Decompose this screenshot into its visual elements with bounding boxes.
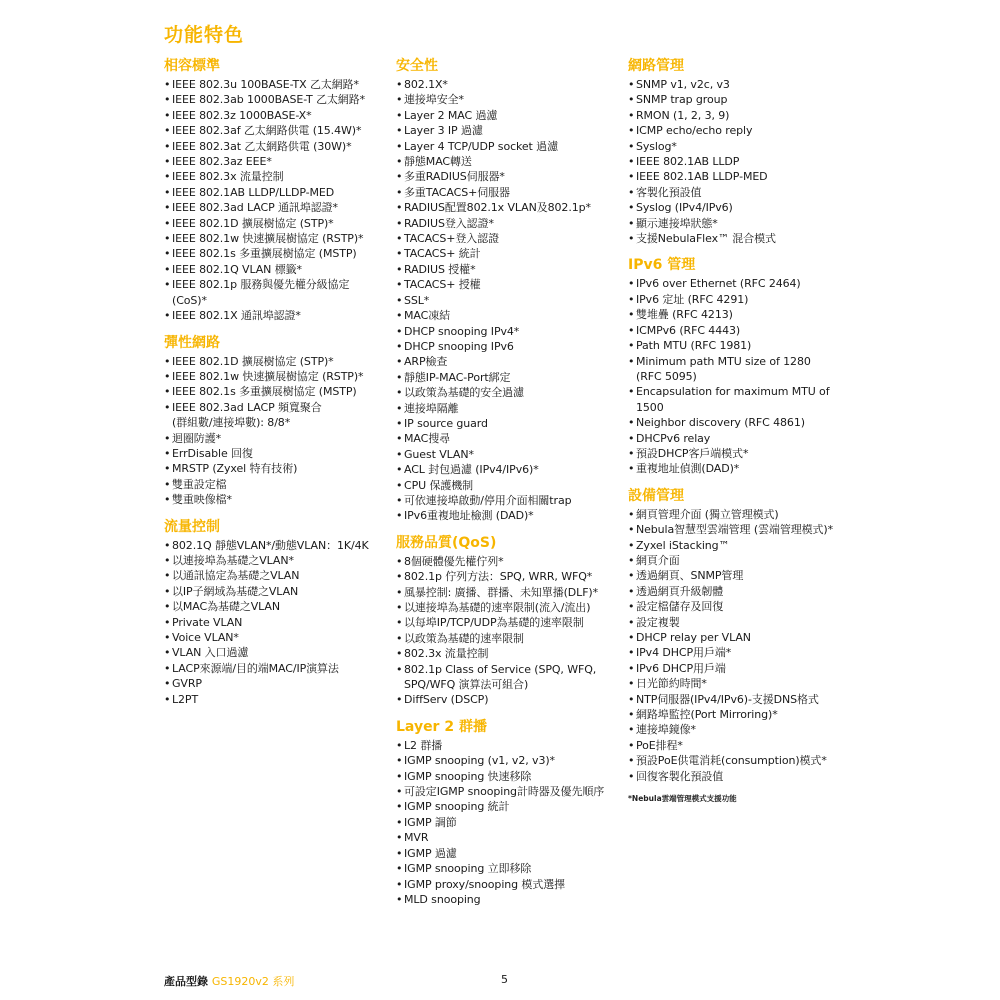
feature-item: • 8個硬體優先權佇列* [396,554,622,569]
column-2 [396,56,622,916]
feature-item: • IEEE 802.1s 多重擴展樹協定 (MSTP) [164,246,386,261]
feature-item: • 連接埠鏡像* [628,722,860,737]
feature-item: • IEEE 802.3u 100BASE-TX 乙太網路* [164,77,386,92]
feature-item: • MVR [396,830,622,845]
feature-item: • IEEE 802.1D 擴展樹協定 (STP)* [164,216,386,231]
feature-item: • RADIUS 授權* [396,262,622,277]
feature-item: • 802.1X* [396,77,622,92]
feature-item: • SNMP trap group [628,92,860,107]
feature-item: • LACP來源端/目的端MAC/IP演算法 [164,661,386,676]
feature-item: • Syslog* [628,139,860,154]
feature-item: • 透過網頁、SNMP管理 [628,568,860,583]
feature-item: • IEEE 802.1AB LLDP-MED [628,169,860,184]
feature-list [396,77,622,524]
feature-item: • 設定檔儲存及回復 [628,599,860,614]
section-heading: 流量控制 [164,518,220,535]
feature-item: • IEEE 802.3ad LACP 通訊埠認證* [164,200,386,215]
feature-item: • IEEE 802.1s 多重擴展樹協定 (MSTP) [164,384,386,399]
feature-section [396,533,622,708]
feature-item: • L2PT [164,692,386,707]
page-title: 功能特色 [164,24,245,46]
footer-series: GS1920v2 系列 [211,975,295,988]
feature-item: • 設定複製 [628,615,860,630]
feature-list [628,507,860,784]
feature-item: • 連接埠安全* [396,92,622,107]
feature-item: • 多重RADIUS伺服器* [396,169,622,184]
feature-item: • 連接埠隔離 [396,401,622,416]
section-heading: 相容標準 [164,58,220,74]
feature-item: • Nebula智慧型雲端管理 (雲端管理模式)* [628,522,860,537]
feature-item: • Syslog (IPv4/IPv6) [628,200,860,215]
feature-item: • DHCP snooping IPv4* [396,324,622,339]
feature-section [628,486,860,784]
feature-section [164,333,386,508]
feature-item: • IPv6 DHCP用戶端 [628,661,860,676]
feature-item: • ACL 封包過濾 (IPv4/IPv6)* [396,462,622,477]
feature-item: • MAC凍結 [396,308,622,323]
feature-item: • Guest VLAN* [396,447,622,462]
feature-item: • ICMP echo/echo reply [628,123,860,138]
feature-item: • 支援NebulaFlex™ 混合模式 [628,231,860,246]
feature-item: • 顯示連接埠狀態* [628,216,860,231]
feature-item: • Path MTU (RFC 1981) [628,338,860,353]
feature-item: • 靜態IP-MAC-Port綁定 [396,370,622,385]
feature-item: • 靜態MAC轉送 [396,154,622,169]
feature-item: • TACACS+登入認證 [396,231,622,246]
feature-item: • IEEE 802.3x 流量控制 [164,169,386,184]
feature-item: • 802.3x 流量控制 [396,646,622,661]
feature-item: • IEEE 802.1p 服務與優先權分級協定 (CoS)* [164,277,386,308]
feature-item: • IEEE 802.3z 1000BASE-X* [164,108,386,123]
feature-item: • DHCP snooping IPv6 [396,339,622,354]
feature-list [164,538,386,707]
feature-item: • 客製化預設值 [628,185,860,200]
feature-item: • 以連接埠為基礎的速率限制(流入/流出) [396,600,622,615]
page-number: 5 [501,973,508,986]
feature-list [396,738,622,907]
feature-item: • L2 群播 [396,738,622,753]
feature-list [396,554,622,708]
feature-item: • 重複地址偵測(DAD)* [628,461,860,476]
feature-item: • 風暴控制: 廣播、群播、未知單播(DLF)* [396,585,622,600]
feature-item: • IGMP snooping 立即移除 [396,861,622,876]
feature-item: • Layer 3 IP 過濾 [396,123,622,138]
feature-item: • 以IP子網域為基礎之VLAN [164,584,386,599]
feature-item: • 以政策為基礎的安全過濾 [396,385,622,400]
feature-item: • IGMP snooping 統計 [396,799,622,814]
feature-section [628,56,860,246]
feature-item: • DHCP relay per VLAN [628,630,860,645]
feature-item: • IEEE 802.1AB LLDP [628,154,860,169]
footer-catalog-label: 產品型錄 [164,975,208,988]
feature-item: • NTP伺服器(IPv4/IPv6)-支援DNS格式 [628,692,860,707]
feature-item: • MRSTP (Zyxel 特有技術) [164,461,386,476]
feature-section [164,517,386,707]
feature-item: • DHCPv6 relay [628,431,860,446]
feature-item: • IEEE 802.3at 乙太網路供電 (30W)* [164,139,386,154]
feature-item: • 雙重設定檔 [164,477,386,492]
feature-item: • IGMP proxy/snooping 模式選擇 [396,877,622,892]
section-heading: 服務品質(QoS) [396,534,497,551]
feature-list [628,276,860,476]
feature-section [628,255,860,476]
feature-item: • 以MAC為基礎之VLAN [164,599,386,614]
feature-item: • IGMP snooping (v1, v2, v3)* [396,753,622,768]
section-heading: 安全性 [396,58,438,74]
feature-item: • 網頁管理介面 (獨立管理模式) [628,507,860,522]
feature-item: • 透過網頁升級韌體 [628,584,860,599]
feature-item: • CPU 保護機制 [396,478,622,493]
feature-item: • IEEE 802.3ab 1000BASE-T 乙太網路* [164,92,386,107]
feature-item: • ErrDisable 回復 [164,446,386,461]
section-heading: 設備管理 [628,487,684,504]
feature-item: • IEEE 802.1w 快速擴展樹協定 (RSTP)* [164,231,386,246]
feature-item: • IEEE 802.1D 擴展樹協定 (STP)* [164,354,386,369]
feature-item: • 網路埠監控(Port Mirroring)* [628,707,860,722]
feature-item: • TACACS+ 授權 [396,277,622,292]
feature-item: • IEEE 802.1AB LLDP/LLDP-MED [164,185,386,200]
feature-item: • 802.1p 佇列方法：SPQ, WRR, WFQ* [396,569,622,584]
feature-item: • 802.1p Class of Service (SPQ, WFQ, SPQ/WFQ 演算法可組合) [396,662,622,693]
feature-item: • IPv4 DHCP用戶端* [628,645,860,660]
feature-item: • IGMP 調節 [396,815,622,830]
feature-item: • Private VLAN [164,615,386,630]
feature-item: • ARP檢查 [396,354,622,369]
feature-item: • PoE排程* [628,738,860,753]
feature-item: • 回復客製化預設值 [628,769,860,784]
feature-item: • SSL* [396,293,622,308]
feature-item: • IEEE 802.3ad LACP 頻寬聚合 (群組數/連接埠數): 8/8* [164,400,386,431]
feature-item: • Layer 4 TCP/UDP socket 過濾 [396,139,622,154]
feature-item: • IGMP 過濾 [396,846,622,861]
column-3 [628,56,860,804]
feature-item: • 802.1Q 靜態VLAN*/動態VLAN：1K/4K [164,538,386,553]
feature-item: • DiffServ (DSCP) [396,692,622,707]
feature-item: • TACACS+ 統計 [396,246,622,261]
feature-item: • 網頁介面 [628,553,860,568]
feature-item: • Minimum path MTU size of 1280 (RFC 5095) [628,354,860,385]
feature-item: • MAC搜尋 [396,431,622,446]
feature-item: • Voice VLAN* [164,630,386,645]
section-heading: 彈性網路 [164,334,220,351]
feature-item: • RADIUS登入認證* [396,216,622,231]
feature-item: • Neighbor discovery (RFC 4861) [628,415,860,430]
feature-list [164,77,386,324]
feature-item: • RMON (1, 2, 3, 9) [628,108,860,123]
feature-item: • 雙堆疊 (RFC 4213) [628,307,860,322]
feature-item: • 日光節約時間* [628,676,860,691]
feature-section [396,717,622,907]
feature-item: • VLAN 入口過濾 [164,645,386,660]
feature-item: • 可依連接埠啟動/停用介面相關trap [396,493,622,508]
feature-item: • IEEE 802.3af 乙太網路供電 (15.4W)* [164,123,386,138]
feature-item: • 以每埠IP/TCP/UDP為基礎的速率限制 [396,615,622,630]
feature-item: • IPv6重複地址檢測 (DAD)* [396,508,622,523]
feature-item: • IGMP snooping 快速移除 [396,769,622,784]
feature-item: • IEEE 802.1X 通訊埠認證* [164,308,386,323]
feature-item: • ICMPv6 (RFC 4443) [628,323,860,338]
feature-item: • SNMP v1, v2c, v3 [628,77,860,92]
feature-item: • 以連接埠為基礎之VLAN* [164,553,386,568]
column-1 [164,56,386,716]
feature-item: • GVRP [164,676,386,691]
feature-item: • 預設PoE供電消耗(consumption)模式* [628,753,860,768]
feature-item: • MLD snooping [396,892,622,907]
feature-section [164,56,386,324]
feature-item: • IP source guard [396,416,622,431]
feature-item: • 雙重映像檔* [164,492,386,507]
feature-item: • 可設定IGMP snooping計時器及優先順序 [396,784,622,799]
footer [164,973,294,989]
feature-item: • 多重TACACS+伺服器 [396,185,622,200]
feature-list [164,354,386,508]
feature-list [628,77,860,246]
section-heading: IPv6 管理 [628,257,696,274]
feature-item: • IEEE 802.1w 快速擴展樹協定 (RSTP)* [164,369,386,384]
feature-item: • Layer 2 MAC 過濾 [396,108,622,123]
feature-item: • RADIUS配置802.1x VLAN及802.1p* [396,200,622,215]
feature-item: • Encapsulation for maximum MTU of 1500 [628,384,860,415]
feature-item: • IEEE 802.3az EEE* [164,154,386,169]
feature-section [396,56,622,524]
section-heading: Layer 2 群播 [396,718,487,735]
feature-item: • IEEE 802.1Q VLAN 標籤* [164,262,386,277]
feature-item: • 以通訊協定為基礎之VLAN [164,568,386,583]
section-heading: 網路管理 [628,58,684,74]
feature-item: • IPv6 over Ethernet (RFC 2464) [628,276,860,291]
feature-item: • IPv6 定址 (RFC 4291) [628,292,860,307]
feature-item: • 以政策為基礎的速率限制 [396,631,622,646]
nebula-footnote: *Nebula雲端管理模式支援功能 [628,794,737,804]
feature-item: • Zyxel iStacking™ [628,538,860,553]
feature-item: • 預設DHCP客戶端模式* [628,446,860,461]
feature-item: • 迴圈防護* [164,431,386,446]
